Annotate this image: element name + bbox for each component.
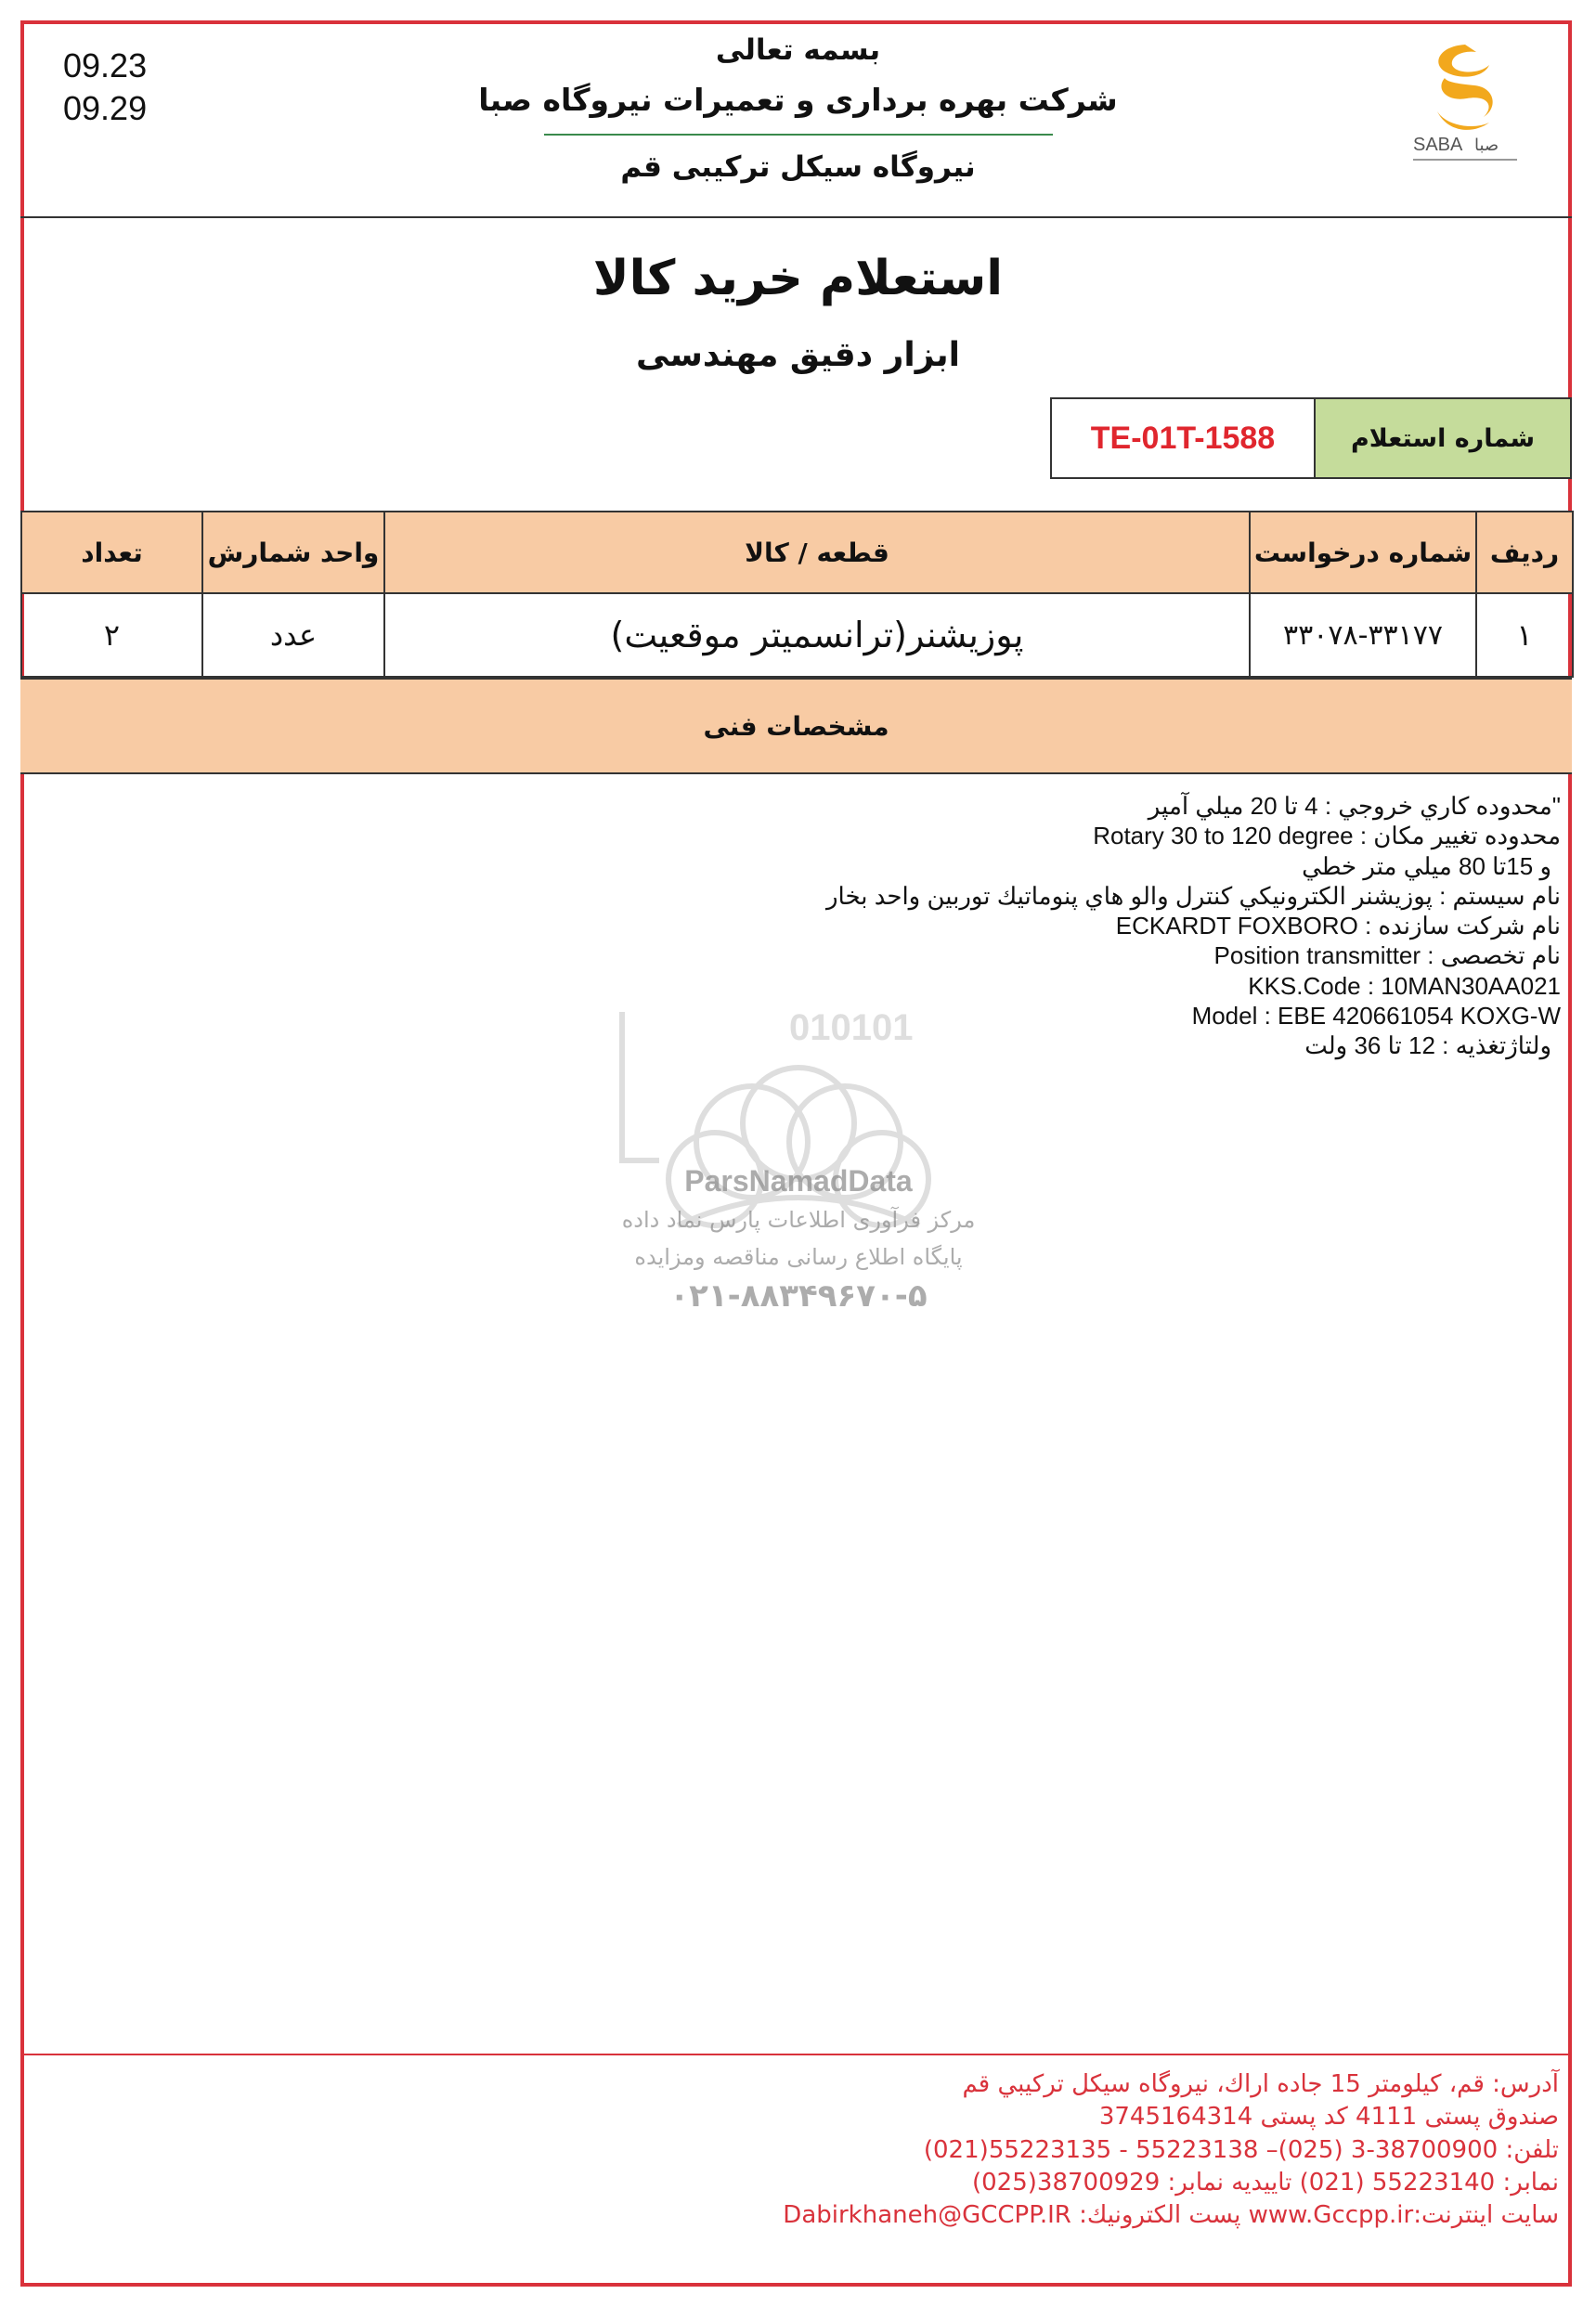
footer xyxy=(352,2068,1559,2232)
spec-line: محدوده تغيير مكان : Rotary 30 to 120 degree xyxy=(1093,822,1561,850)
page-subtitle: ابزار دقیق مهندسی xyxy=(636,336,960,374)
spec-line: ولتاژتغذيه : 12 تا 36 ولت xyxy=(1304,1031,1551,1060)
svg-text:صبا: صبا xyxy=(1474,136,1499,155)
specs-title: مشخصات فنی xyxy=(20,678,1572,774)
inquiry-number: TE-01T-1588 xyxy=(1052,399,1316,477)
spec-line: نام تخصصی : Position transmitter xyxy=(1213,941,1561,970)
cell-row-no: ۱ xyxy=(1476,593,1573,677)
page-title: استعلام خرید کالا xyxy=(592,251,1004,306)
col-unit: واحد شمارش xyxy=(202,512,384,593)
footer-fax: نمابر: 55223140 (021) تاییدیه نمابر: 38700929(025) xyxy=(971,2168,1559,2197)
inquiry-box xyxy=(1050,397,1572,479)
cell-quantity: ۲ xyxy=(21,593,202,677)
bismillah: بسمه تعالی xyxy=(715,33,881,67)
spec-line: Model : EBE 420661054 KOXG-W xyxy=(1191,1002,1561,1030)
table-header-row xyxy=(21,512,1573,593)
svg-text:SABA: SABA xyxy=(1413,135,1463,155)
header-underline xyxy=(544,134,1053,136)
watermark-phone: ۰۲۱-۸۸۳۴۹۶۷۰-۵ xyxy=(669,1277,928,1315)
header-divider xyxy=(20,216,1572,218)
inquiry-label: شماره استعلام xyxy=(1316,399,1570,477)
col-row-no: ردیف xyxy=(1476,512,1573,593)
cell-request-no: ۳۳۰۷۸-۳۳۱۷۷ xyxy=(1250,593,1476,677)
watermark-name: ParsNamadData xyxy=(684,1164,913,1198)
spec-line: "محدوده كاري خروجي : 4 تا 20 ميلي آمپر xyxy=(1148,792,1561,820)
date-1: 09.23 xyxy=(63,46,148,84)
footer-web-email: سایت اینترنت:www.Gccpp.ir پست الكترونيك: Dabirkhaneh@GCCPP.IR xyxy=(783,2201,1559,2230)
spec-line: و 15تا 80 ميلي متر خطي xyxy=(1302,851,1551,880)
footer-divider xyxy=(20,2054,1572,2055)
cell-item: پوزیشنر(ترانسمیتر موقعیت) xyxy=(384,593,1250,677)
items-table xyxy=(20,511,1574,678)
col-quantity: تعداد xyxy=(21,512,202,593)
table-row xyxy=(21,593,1573,677)
watermark-line1: مرکز فرآوری اطلاعات پارس نماد داده xyxy=(621,1207,976,1233)
col-item: قطعه / کالا xyxy=(384,512,1250,593)
footer-phone: تلفن: 38700900-3 (025)– 55223138 - 55223135(021) xyxy=(923,2135,1559,2164)
footer-postal: صندوق پستی 4111 كد پستی 3745164314 xyxy=(1098,2103,1559,2132)
company-name: شرکت بهره برداری و تعمیرات نیروگاه صبا xyxy=(478,82,1118,118)
cell-unit: عدد xyxy=(202,593,384,677)
spec-line: نام شرکت سازنده : ECKARDT FOXBORO xyxy=(1115,912,1561,940)
plant-name: نیروگاه سیکل ترکیبی قم xyxy=(620,150,976,184)
date-2: 09.29 xyxy=(63,89,148,127)
watermark-line2: پایگاه اطلاع رسانی مناقصه ومزایده xyxy=(634,1244,963,1270)
footer-address: آدرس: قم، كيلومتر 15 جاده اراك، نيروگاه سيكل تركيبي قم xyxy=(962,2070,1559,2098)
spec-line: KKS.Code : 10MAN30AA021 xyxy=(1248,971,1561,1000)
spec-line: نام سیستم : پوزيشنر الكترونيكي كنترل والو هاي پنوماتيك توربين واحد بخار xyxy=(826,881,1561,910)
watermark-binary: 010101 xyxy=(789,1007,914,1048)
col-request-no: شماره درخواست xyxy=(1250,512,1476,593)
